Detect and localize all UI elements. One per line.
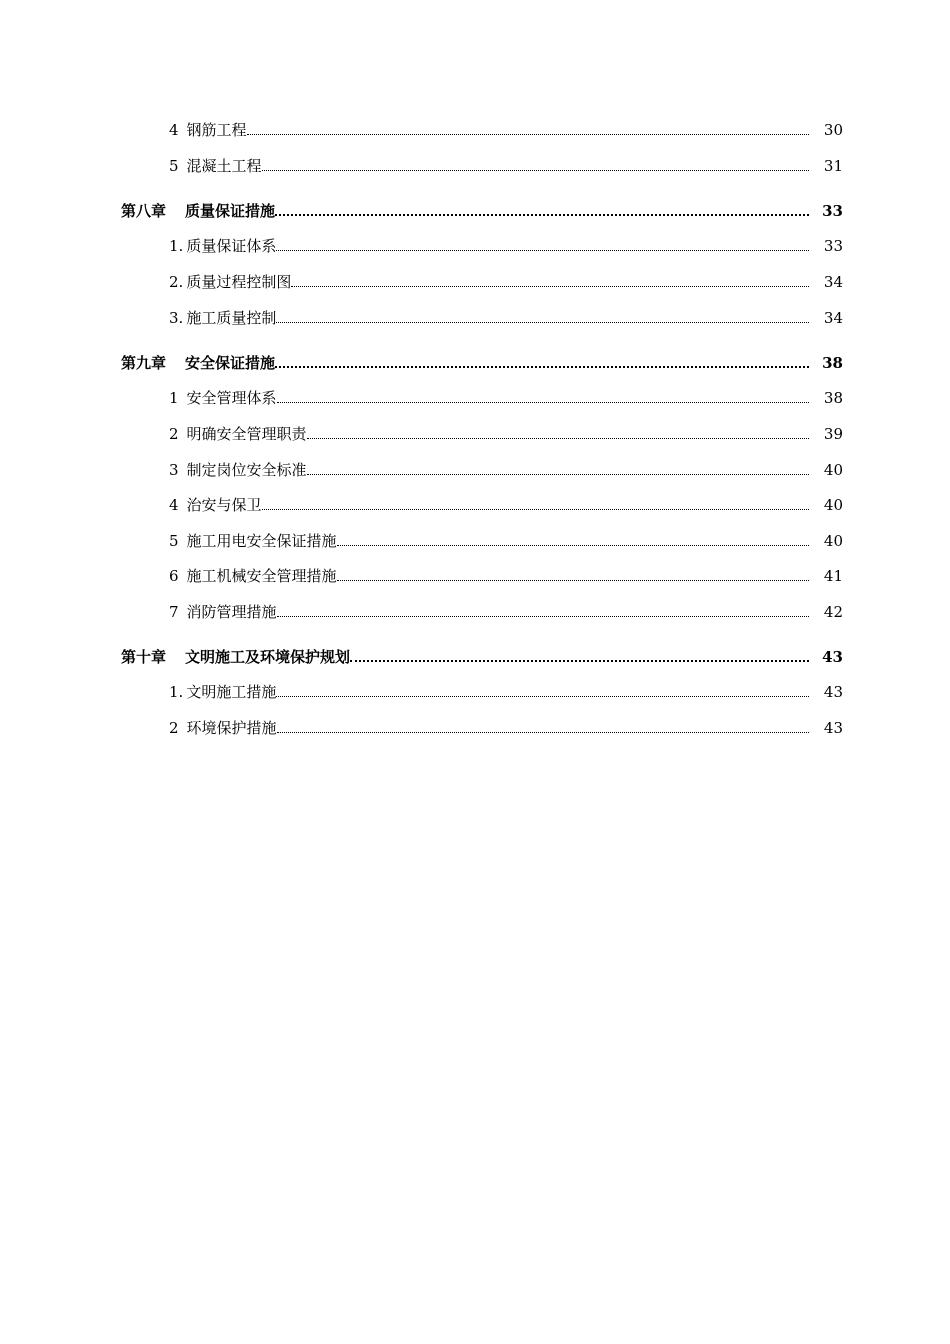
toc-section-entry[interactable] [121,459,843,481]
toc-page-number: 33 [823,237,843,255]
toc-page-number: 43 [822,648,843,666]
toc-section-entry[interactable] [121,601,843,623]
toc-entry-number: 2. [169,273,184,291]
dot-leader [307,436,809,439]
toc-entry-label [121,387,277,409]
toc-entry-number: 3 [169,461,179,479]
dot-leader [307,472,809,475]
toc-section-entry[interactable] [121,307,843,329]
toc-section-entry[interactable] [121,387,843,409]
toc-section-entry[interactable] [121,423,843,445]
toc-entry-title: 消防管理措施 [186,603,277,621]
dot-leader [247,132,809,135]
toc-entry-number: 6 [169,567,179,585]
toc-page-number: 30 [823,121,843,139]
toc-section-entry[interactable] [121,119,843,141]
toc-chapter-entry[interactable] [121,646,843,668]
toc-page-number: 38 [822,354,843,372]
toc-entry-number: 2 [169,425,179,443]
toc-entry-label [121,565,337,587]
toc-page-number: 34 [823,309,843,327]
toc-entry-number: 第八章 [121,202,167,220]
toc-entry-number: 3. [169,309,184,327]
toc-section-entry[interactable] [121,494,843,516]
toc-entry-label [121,681,276,703]
toc-entry-label [121,271,291,293]
toc-entry-title: 混凝土工程 [186,157,262,175]
toc-page-number: 42 [823,603,843,621]
toc-entry-number: 4 [169,496,179,514]
toc-entry-label [121,235,276,257]
toc-section-entry[interactable] [121,681,843,703]
toc-entry-number: 1. [169,237,184,255]
dot-leader [276,248,809,251]
toc-page-number: 39 [823,425,843,443]
toc-page-number: 38 [823,389,843,407]
toc-entry-number: 第九章 [121,354,167,372]
dot-leader [275,212,809,216]
dot-leader [291,284,809,287]
toc-entry-title: 施工质量控制 [186,309,277,327]
toc-entry-title: 施工机械安全管理措施 [186,567,337,585]
toc-entry-title: 文明施工及环境保护规划 [185,648,351,666]
toc-entry-number: 5 [169,157,179,175]
dot-leader [277,730,809,733]
toc-entry-number: 1 [169,389,179,407]
toc-page-number: 43 [823,719,843,737]
toc-section-entry[interactable] [121,155,843,177]
toc-entry-label [121,459,307,481]
dot-leader [276,694,809,697]
toc-chapter-entry[interactable] [121,200,843,222]
toc-entry-label [121,423,307,445]
toc-entry-number: 7 [169,603,179,621]
toc-entry-title: 安全保证措施 [185,354,276,372]
toc-entry-title: 安全管理体系 [186,389,277,407]
toc-entry-label [121,155,262,177]
toc-entry-label [121,307,276,329]
toc-entry-label [121,119,247,141]
dot-leader [275,364,809,368]
toc-page-number: 43 [823,683,843,701]
toc-entry-label [121,717,277,739]
dot-leader [337,543,809,546]
toc-entry-label [121,646,350,668]
toc-entry-number: 2 [169,719,179,737]
toc-entry-title: 制定岗位安全标准 [186,461,307,479]
toc-entry-title: 治安与保卫 [186,496,262,514]
toc-entry-title: 质量过程控制图 [186,273,292,291]
toc-section-entry[interactable] [121,235,843,257]
dot-leader [262,507,809,510]
toc-section-entry[interactable] [121,271,843,293]
toc-entry-number: 4 [169,121,179,139]
toc-page-number: 31 [823,157,843,175]
toc-entry-title: 施工用电安全保证措施 [186,532,337,550]
toc-entry-number: 第十章 [121,648,167,666]
toc-chapter-entry[interactable] [121,352,843,374]
dot-leader [277,614,809,617]
toc-page-number: 40 [823,496,843,514]
toc-section-entry[interactable] [121,717,843,739]
dot-leader [337,578,809,581]
toc-entry-title: 环境保护措施 [186,719,277,737]
toc-entry-title: 质量保证措施 [185,202,276,220]
toc-page-number: 33 [822,202,843,220]
toc-entry-label [121,601,277,623]
toc-entry-number: 1. [169,683,184,701]
toc-section-entry[interactable] [121,565,843,587]
toc-page-number: 40 [823,532,843,550]
dot-leader [276,320,809,323]
toc-entry-label [121,200,275,222]
toc-entry-number: 5 [169,532,179,550]
toc-section-entry[interactable] [121,530,843,552]
toc-entry-label [121,494,262,516]
toc-entry-title: 文明施工措施 [186,683,277,701]
toc-page-number: 40 [823,461,843,479]
toc-entry-title: 明确安全管理职责 [186,425,307,443]
toc-page-number: 34 [823,273,843,291]
toc-entry-label [121,530,337,552]
dot-leader [350,658,809,662]
toc-entry-label [121,352,275,374]
dot-leader [277,400,809,403]
toc-entry-title: 质量保证体系 [186,237,277,255]
dot-leader [262,168,809,171]
toc-page-number: 41 [823,567,843,585]
toc-entry-title: 钢筋工程 [186,121,247,139]
